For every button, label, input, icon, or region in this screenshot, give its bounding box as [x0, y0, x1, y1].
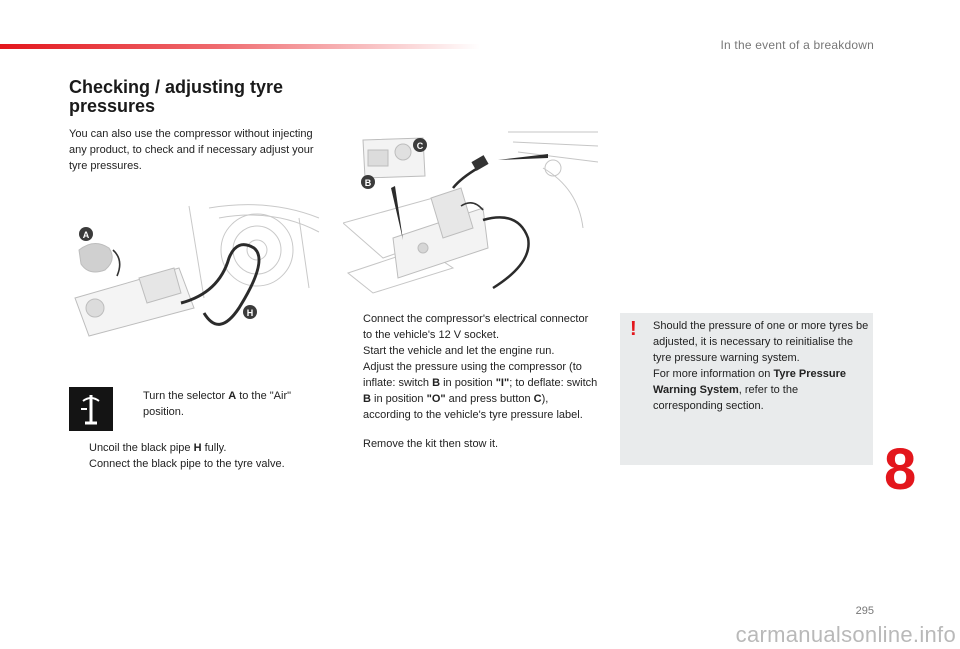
page-number: 295 — [855, 605, 874, 617]
step-turn-selector: Turn the selector A to the "Air" position. — [143, 390, 292, 418]
step-adjust-pressure: Adjust the pressure using the compressor (to inflate: switch B in position "I"; to deflate: switch B in position "O" and press button C), according to the vehicle's tyre pressure label. — [363, 361, 598, 421]
step-stow-kit: Remove the kit then stow it. — [363, 438, 499, 450]
compressor-socket-illustration — [343, 128, 598, 298]
section-title: In the event of a breakdown — [720, 38, 874, 52]
warning-text: Should the pressure of one or more tyres be adjusted, it is necessary to reinitialise the tyre pressure warning system. For more information on Tyre Pressure Warning System, refer to the corresponding section. — [653, 320, 869, 412]
chapter-number: 8 — [884, 437, 917, 502]
header-accent-bar — [0, 44, 480, 49]
air-selector-icon — [69, 387, 113, 431]
compressor-figure-selector — [69, 198, 322, 338]
step-start-vehicle: Start the vehicle and let the engine run. — [363, 345, 555, 357]
step-connect-socket: Connect the compressor's electrical connector to the vehicle's 12 V socket. — [363, 313, 589, 341]
intro-paragraph: You can also use the compressor without injecting any product, to check and if necessary adjust your tyre pressures. — [69, 128, 314, 172]
step-connect-pipe: Connect the black pipe to the tyre valve. — [89, 458, 285, 470]
page-heading: Checking / adjusting tyre pressures — [69, 77, 284, 116]
step-uncoil-pipe: Uncoil the black pipe H fully. — [89, 442, 227, 454]
compressor-figure-socket — [343, 128, 598, 298]
label-h-text: H — [246, 308, 254, 318]
warning-icon: ! — [630, 318, 637, 340]
watermark-text: carmanualsonline.info — [735, 622, 956, 647]
compressor-selector-illustration — [69, 198, 322, 338]
label-b-text: B — [364, 178, 372, 188]
label-a-text: A — [82, 230, 90, 240]
label-c-text: C — [416, 141, 424, 151]
